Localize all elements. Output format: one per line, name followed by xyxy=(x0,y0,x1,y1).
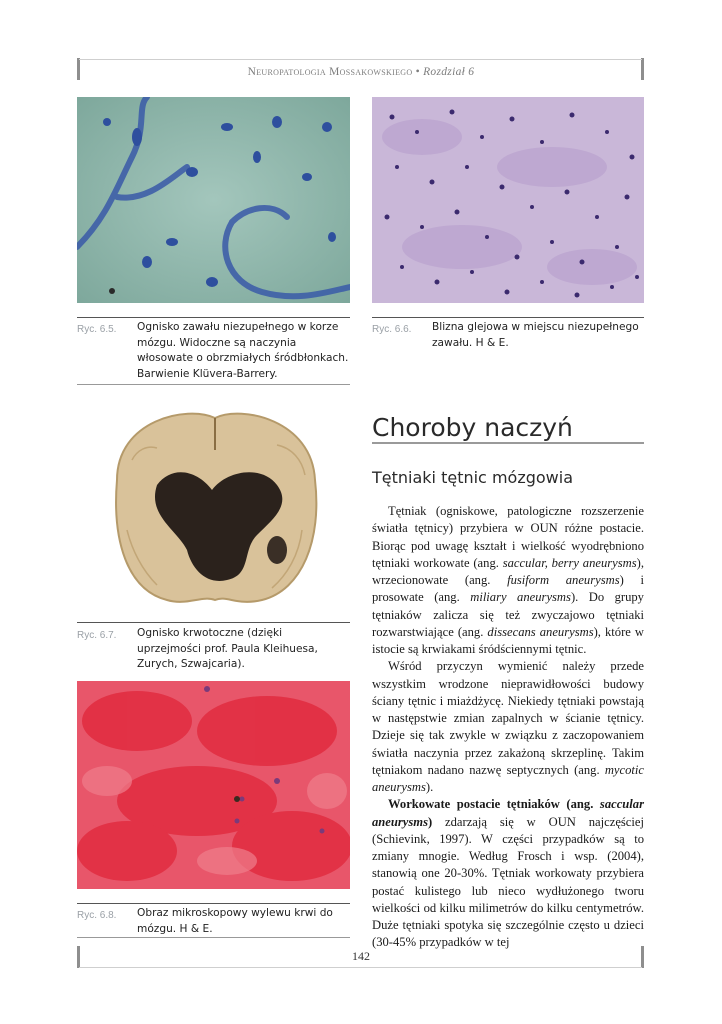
header-rule xyxy=(79,59,642,60)
section-subtitle: Tętniaki tętnic mózgowia xyxy=(372,468,573,487)
header-left-bar xyxy=(77,58,80,80)
header-right-bar xyxy=(641,58,644,80)
article-body xyxy=(372,503,644,952)
paragraph-1: Tętniak (ogniskowe, patologiczne rozszerzenie światła tętnicy) przybiera w OUN różne postacie. Biorąc pod uwagę kształt i wielkość wyodrębniono tętniaki workowate (ang. saccular, berry aneurysms), wrzecionowate (ang. fusiform aneurysms) i prosowate (ang. miliary aneurysms). Do grupy tętniaków zalicza się też zwyczajowo tętniaki rozwarstwiające (ang. dissecans aneurysms), które w istocie są krwiakami śródściennymi tętnic. xyxy=(372,504,644,656)
figure-6-8-image xyxy=(77,681,350,889)
figure-6-5-caption-bottom-rule xyxy=(77,384,350,385)
figure-6-8-caption: Obraz mikroskopowy wylewu krwi do mózgu. H & E. xyxy=(137,907,333,935)
figure-6-5-caption-rule xyxy=(77,317,350,318)
figure-6-5-label: Ryc. 6.5. xyxy=(77,324,117,335)
figure-6-8-caption-bottom-rule xyxy=(77,937,350,938)
figure-6-7-brain-section xyxy=(77,400,350,612)
section-title-rule xyxy=(372,442,644,444)
figure-6-6-caption-rule xyxy=(372,317,644,318)
figure-6-7-label: Ryc. 6.7. xyxy=(77,630,117,641)
page-number: 142 xyxy=(352,949,370,963)
running-header xyxy=(84,66,638,78)
header-chapter: Rozdział 6 xyxy=(423,66,475,78)
figure-6-6-image xyxy=(372,97,644,303)
figure-6-6-label: Ryc. 6.6. xyxy=(372,324,412,335)
figure-6-5-caption: Ognisko zawału niezupełnego w korze mózgu. Widoczne są naczynia włosowate o obrzmiałych śródbłonkach. Barwienie Klüvera-Barrery. xyxy=(137,321,349,380)
header-separator: • xyxy=(415,66,420,78)
section-title: Choroby naczyń xyxy=(372,413,573,442)
figure-6-7-image xyxy=(77,400,350,612)
figure-6-7-caption-rule xyxy=(77,622,350,623)
footer-rule xyxy=(79,967,642,968)
figure-6-5-image xyxy=(77,97,350,303)
figure-6-8-caption-rule xyxy=(77,903,350,904)
paragraph-3: Workowate postacie tętniaków (ang. saccular aneurysms) zdarzają się w OUN najczęściej (Schievink, 1997). W części przypadków są to zmiany mnogie. Według Frosch i wsp. (2004), stanowią one 20-30%. Tętniak workowaty przybiera postać kulistego lub nieco wydłużonego tworu wielkości od kilku milimetrów do kilku centymetrów. Duże tętniaki spotyka się szczególnie często u dzieci (30-45% przypadków w tej xyxy=(372,797,644,950)
figure-6-5-micrograph xyxy=(77,97,350,303)
figure-6-7-caption: Ognisko krwotoczne (dzięki uprzejmości prof. Paula Kleihuesa, Zurych, Szwajcaria). xyxy=(137,627,318,671)
paragraph-2: Wśród przyczyn wymienić należy przede wszystkim wrodzone nieprawidłowości budowy ściany tętnic i miażdżycę. Niekiedy tętniaki powstają w następstwie zmian zapalnych w ścianie tętnicy. Dzieje się tak zwykle w związku z zaczopowaniem światła naczynia przez zakażoną skrzeplinę. Takim tętniakom nadano nazwę septycznych (ang. mycotic aneurysms). xyxy=(372,659,644,794)
figure-6-6-caption: Blizna glejowa w miejscu niezupełnego zawału. H & E. xyxy=(432,321,639,349)
figure-6-8-label: Ryc. 6.8. xyxy=(77,910,117,921)
figure-6-6-micrograph xyxy=(372,97,644,303)
header-book: Neuropatologia Mossakowskiego xyxy=(247,66,413,78)
figure-6-8-micrograph xyxy=(77,681,350,889)
